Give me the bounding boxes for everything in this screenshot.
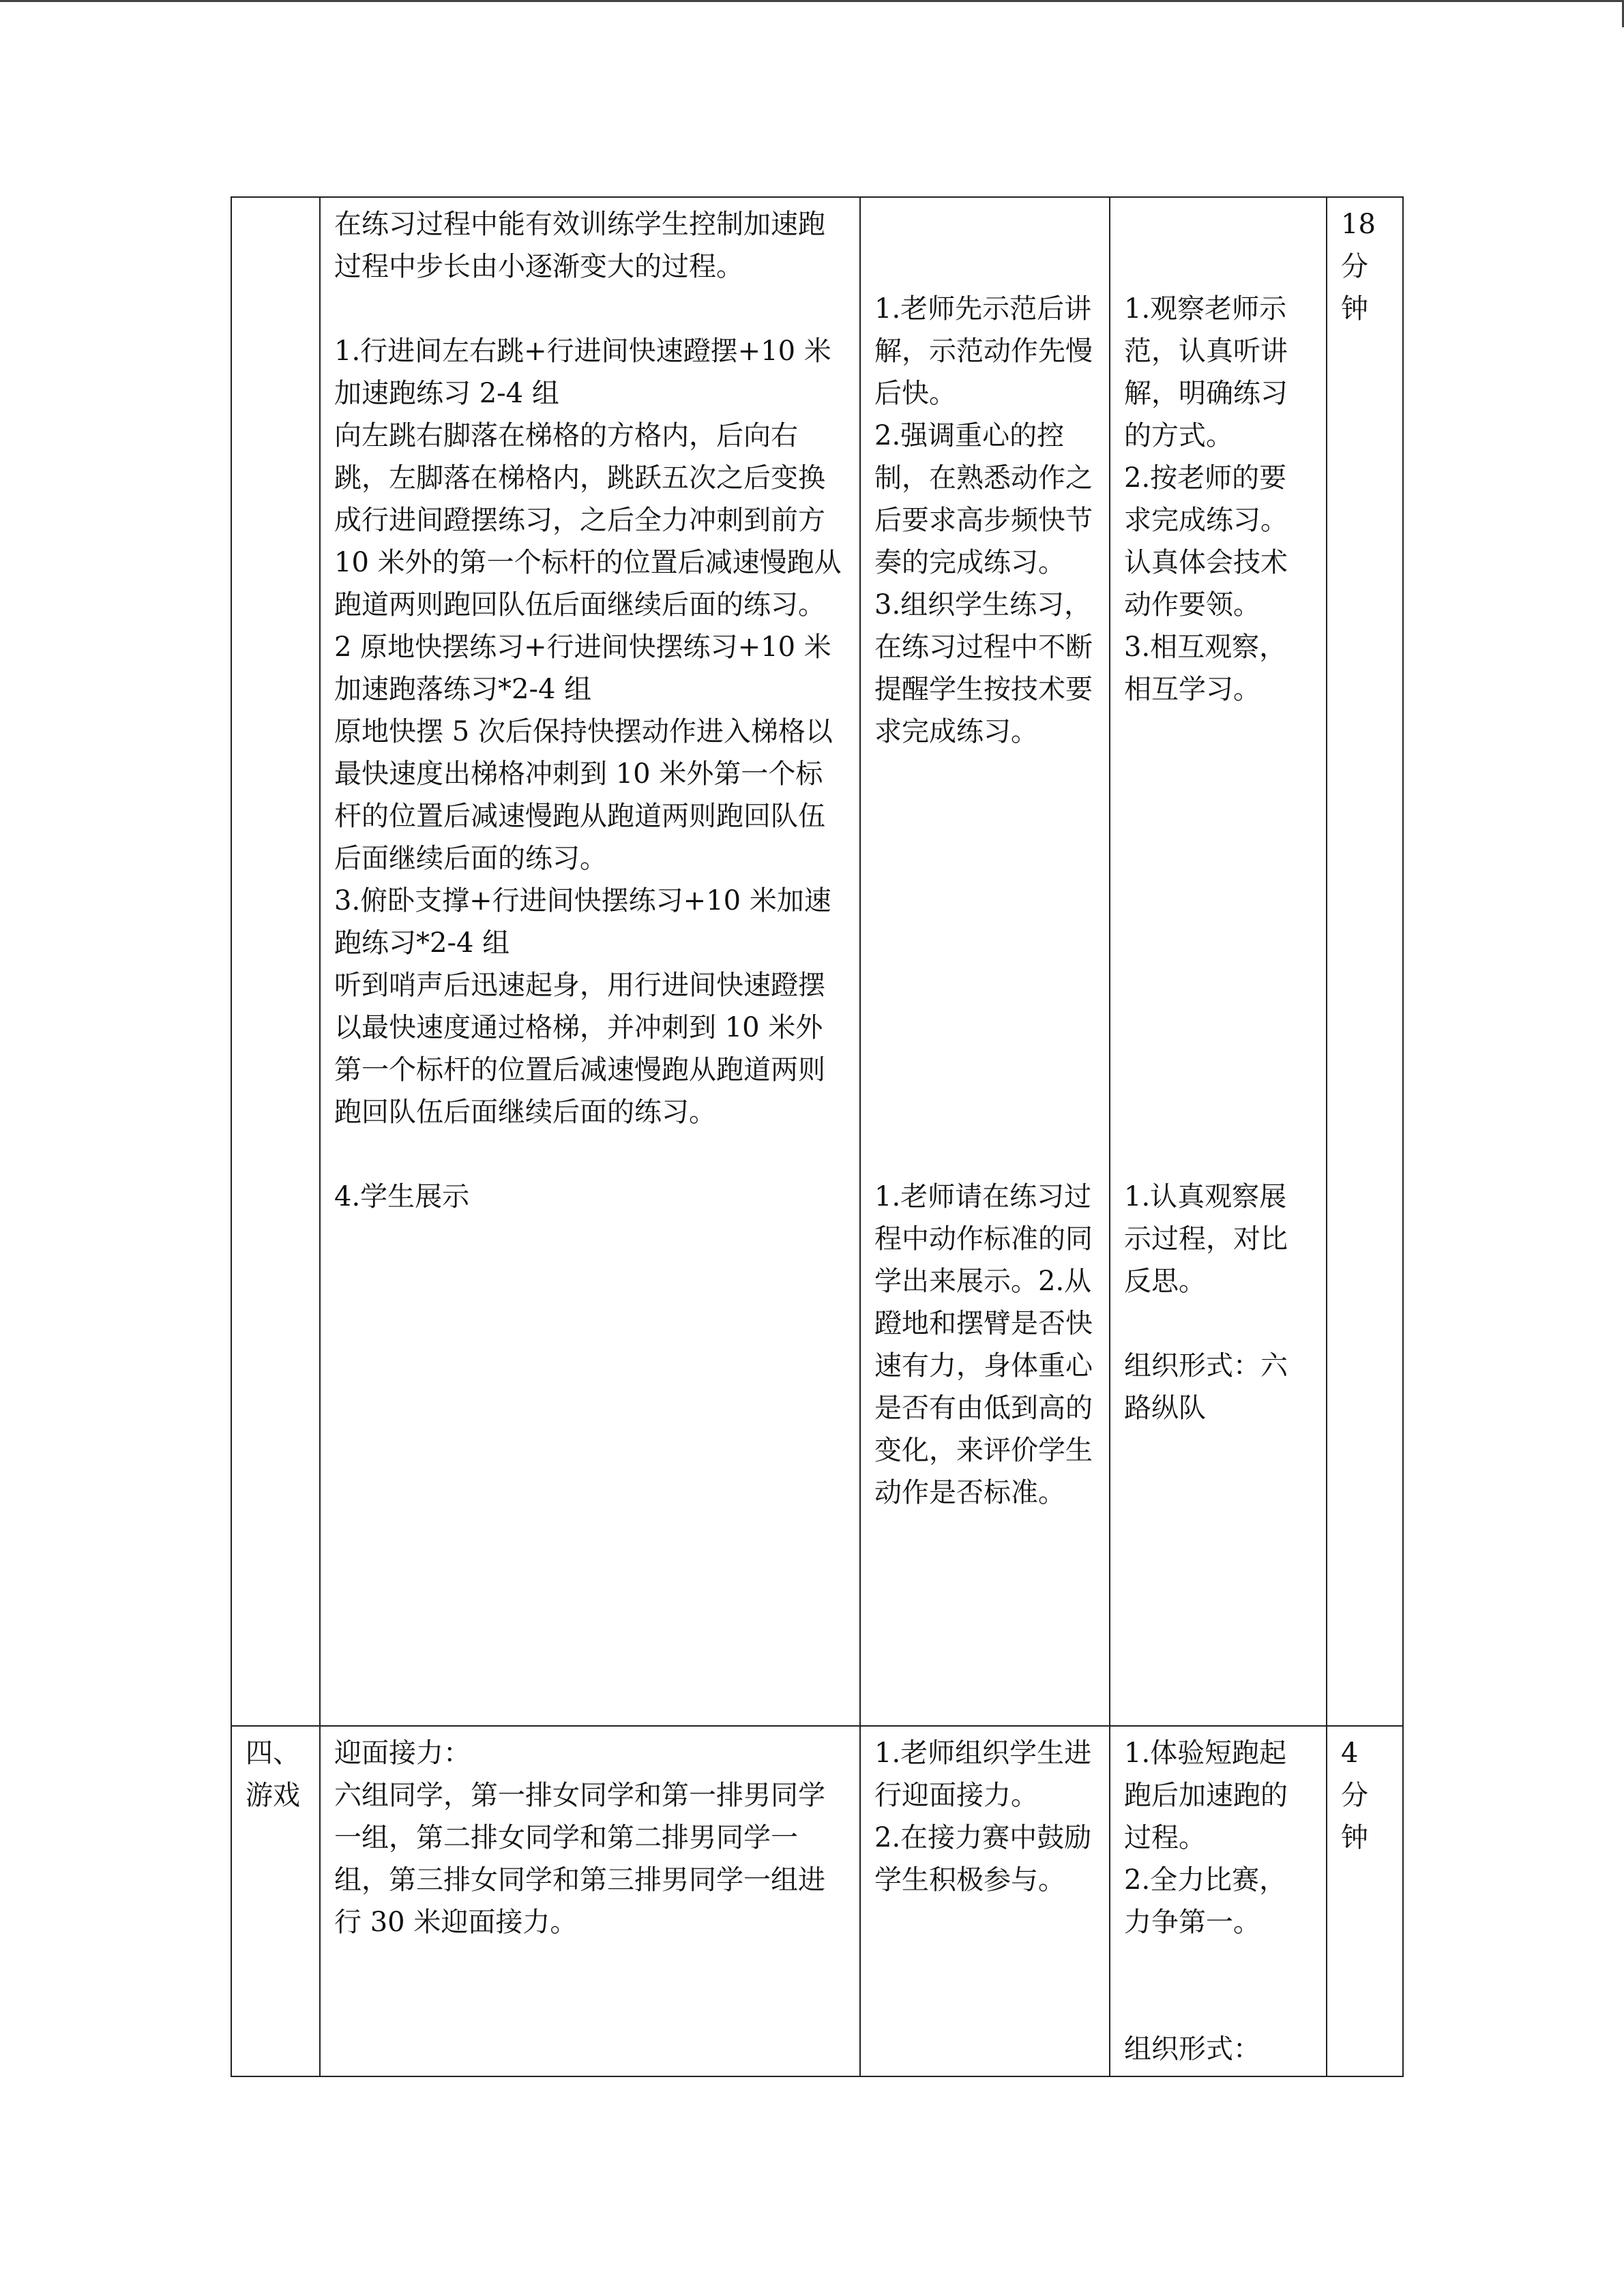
lesson-plan-table [231, 196, 1404, 2077]
content-cell [320, 1726, 860, 2076]
table-row [231, 1726, 1403, 2076]
page-top-border [0, 0, 1624, 2]
exercise-2-title: 2 原地快摆练习+行进间快摆练习+10 米加速跑落练习*2-4 组 [334, 631, 831, 705]
intro-text: 在练习过程中能有效训练学生控制加速跑过程中步长由小逐渐变大的过程。 [334, 209, 825, 282]
teacher-activity-cell [860, 197, 1110, 1726]
student-organization: 组织形式：六路纵队 [1124, 1350, 1288, 1424]
game-desc: 六组同学，第一排女同学和第一排男同学一组，第二排女同学和第二排男同学一组，第三排女同学和第三排男同学一组进行 30 米迎面接力。 [334, 1780, 825, 1938]
exercise-2-desc: 原地快摆 5 次后保持快摆动作进入梯格以最快速度出梯格冲刺到 10 米外第一个标杆的位置后减速慢跑从跑道两则跑回队伍后面继续后面的练习。 [334, 716, 833, 874]
time-text: 4 分钟 [1341, 1738, 1368, 1853]
exercise-1-desc: 向左跳右脚落在梯格的方格内，后向右跳，左脚落在梯格内，跳跃五次之后变换成行进间蹬摆练习，之后全力冲刺到前方 10 米外的第一个标杆的位置后减速慢跑从跑道两则跑回队伍后面继续后面的练习。 [334, 420, 842, 621]
student-step-1: 1.体验短跑起跑后加速跑的过程。 [1124, 1738, 1288, 1853]
teacher-step-1: 1.老师组织学生进行迎面接力。 [874, 1738, 1092, 1811]
student-activity-cell [1110, 197, 1327, 1726]
content-cell [320, 197, 860, 1726]
game-title: 迎面接力： [334, 1738, 471, 1769]
table-row [231, 197, 1403, 1726]
section-cell [231, 197, 320, 1726]
exercise-3-title: 3.俯卧支撑+行进间快摆练习+10 米加速跑练习*2-4 组 [334, 885, 831, 959]
student-activity-cell [1110, 1726, 1327, 2076]
student-step-3: 3.相互观察，相互学习。 [1124, 631, 1287, 705]
exercise-1-title: 1.行进间左右跳+行进间快速蹬摆+10 米加速跑练习 2-4 组 [334, 336, 831, 409]
student-step-2: 2.按老师的要求完成练习。认真体会技术动作要领。 [1124, 462, 1288, 621]
teacher-step-4: 1.老师请在练习过程中动作标准的同学出来展示。2.从蹬地和摆臂是否快速有力，身体重心是否有由低到高的变化，来评价学生动作是否标准。 [874, 1181, 1093, 1508]
section-label: 四、游戏 [246, 1738, 300, 1811]
exercise-4-title: 4.学生展示 [334, 1181, 470, 1212]
student-step-1: 1.观察老师示范，认真听讲解，明确练习的方式。 [1124, 293, 1288, 451]
time-cell [1327, 197, 1403, 1726]
teacher-step-1: 1.老师先示范后讲解，示范动作先慢后快。 [874, 293, 1093, 409]
student-step-4: 1.认真观察展示过程，对比反思。 [1124, 1181, 1288, 1297]
exercise-3-desc: 听到哨声后迅速起身，用行进间快速蹬摆以最快速度通过格梯，并冲刺到 10 米外第一个标杆的位置后减速慢跑从跑道两则跑回队伍后面继续后面的练习。 [334, 970, 825, 1128]
teacher-step-2: 2.在接力赛中鼓励学生积极参与。 [874, 1822, 1092, 1896]
teacher-step-2: 2.强调重心的控制，在熟悉动作之后要求高步频快节奏的完成练习。 [874, 420, 1093, 578]
time-text: 18 分钟 [1341, 209, 1376, 325]
section-cell [231, 1726, 320, 2076]
student-step-2: 2.全力比赛，力争第一。 [1124, 1864, 1287, 1938]
student-organization: 组织形式： [1124, 2033, 1260, 2065]
time-cell [1327, 1726, 1403, 2076]
teacher-activity-cell [860, 1726, 1110, 2076]
teacher-step-3: 3.组织学生练习，在练习过程中不断提醒学生按技术要求完成练习。 [874, 589, 1093, 747]
